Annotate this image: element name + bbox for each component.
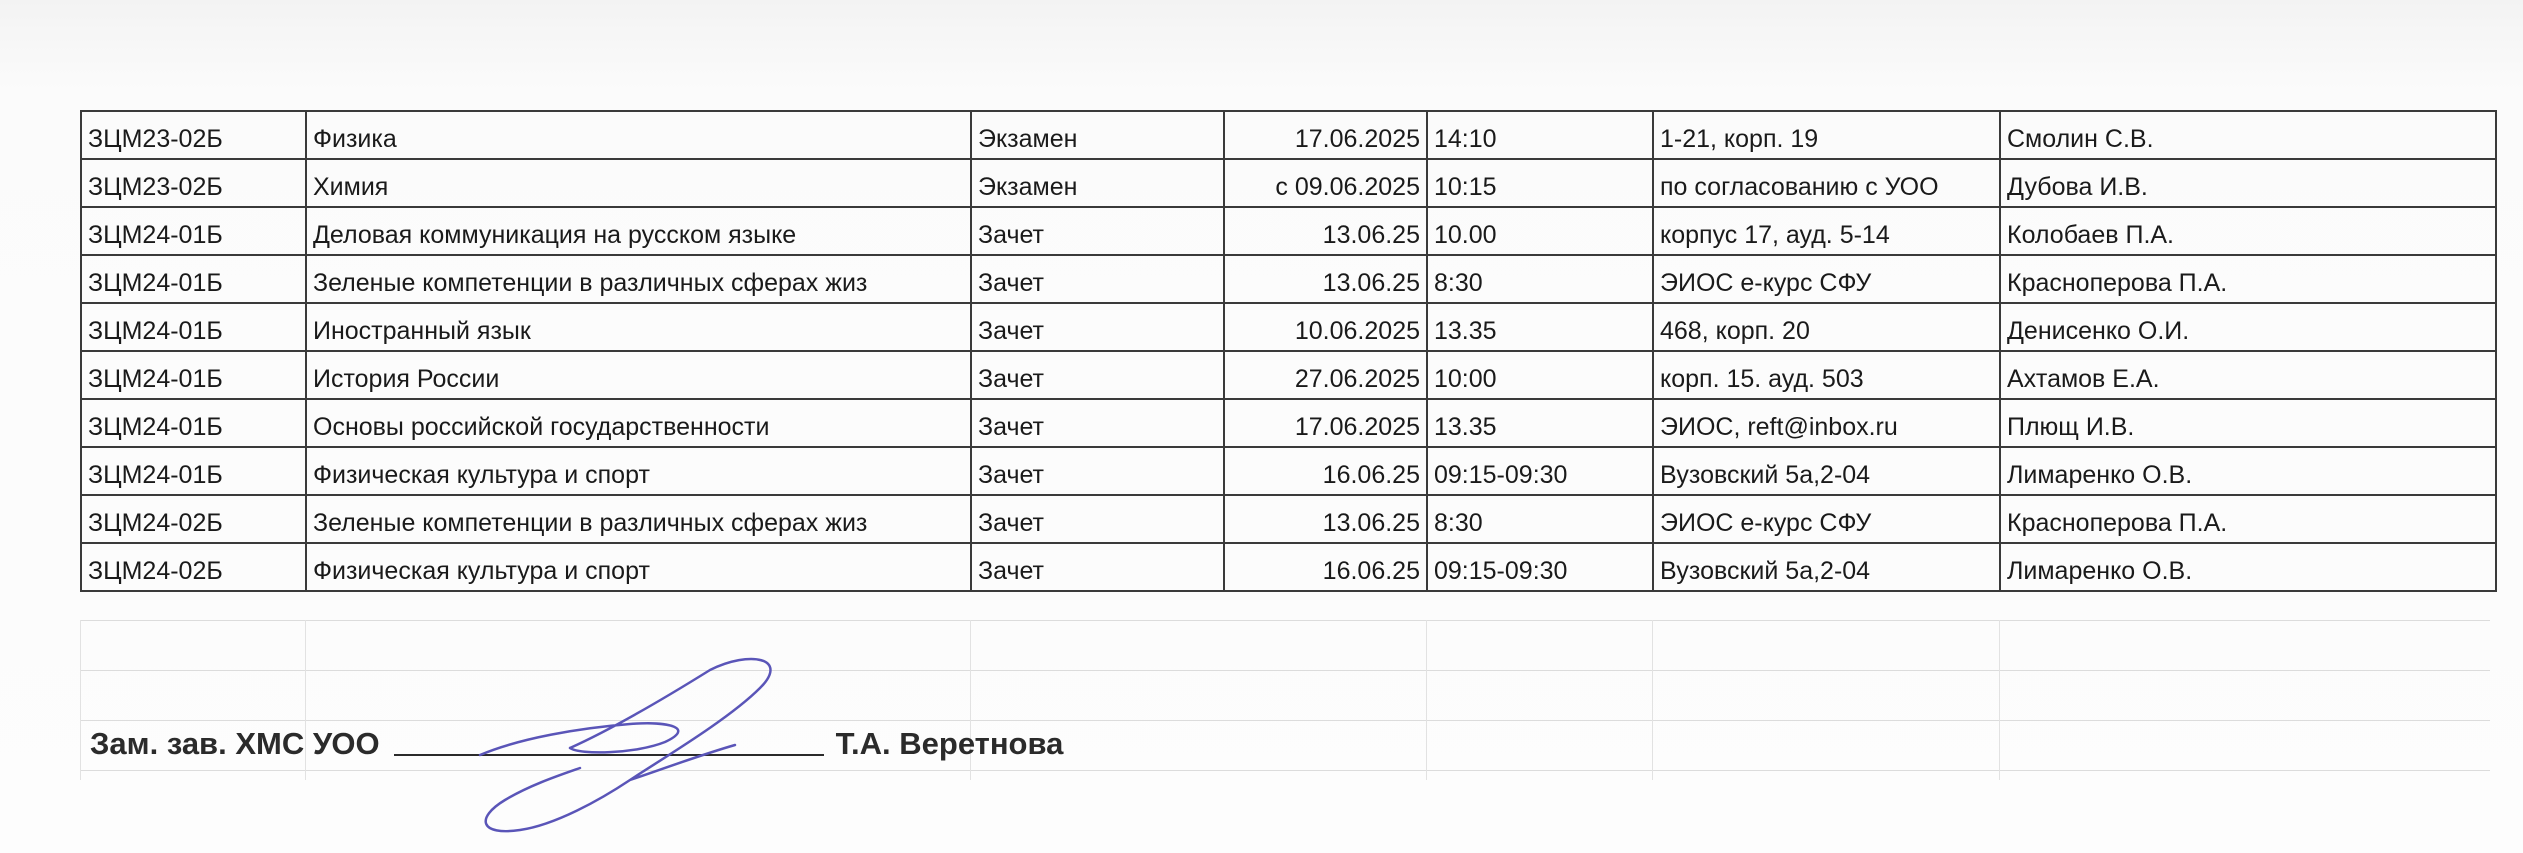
cell-time: 13.35 — [1427, 303, 1653, 351]
cell-teacher: Лимаренко О.В. — [2000, 447, 2496, 495]
table-row — [81, 495, 2496, 543]
table-row — [81, 543, 2496, 591]
cell-date: 13.06.25 — [1224, 495, 1427, 543]
cell-time: 13.35 — [1427, 399, 1653, 447]
cell-assessment-type: Зачет — [971, 495, 1224, 543]
cell-time: 14:10 — [1427, 111, 1653, 159]
cell-assessment-type: Зачет — [971, 351, 1224, 399]
signer-name: Т.А. Веретнова — [835, 726, 1064, 761]
cell-teacher: Ахтамов Е.А. — [2000, 351, 2496, 399]
cell-teacher: Лимаренко О.В. — [2000, 543, 2496, 591]
cell-subject: Физическая культура и спорт — [306, 447, 971, 495]
cell-date: 17.06.2025 — [1224, 111, 1427, 159]
cell-location: 468, корп. 20 — [1653, 303, 2000, 351]
cell-teacher: Денисенко О.И. — [2000, 303, 2496, 351]
cell-assessment-type: Зачет — [971, 399, 1224, 447]
cell-teacher: Красноперова П.А. — [2000, 255, 2496, 303]
cell-subject: Химия — [306, 159, 971, 207]
cell-assessment-type: Экзамен — [971, 111, 1224, 159]
table-row — [81, 351, 2496, 399]
cell-time: 10:00 — [1427, 351, 1653, 399]
cell-time: 10.00 — [1427, 207, 1653, 255]
cell-time: 09:15-09:30 — [1427, 543, 1653, 591]
cell-subject: Иностранный язык — [306, 303, 971, 351]
table-row — [81, 399, 2496, 447]
cell-teacher: Колобаев П.А. — [2000, 207, 2496, 255]
cell-time: 09:15-09:30 — [1427, 447, 1653, 495]
cell-assessment-type: Зачет — [971, 255, 1224, 303]
cell-teacher: Смолин С.В. — [2000, 111, 2496, 159]
cell-date: с 09.06.2025 — [1224, 159, 1427, 207]
cell-group: ЗЦМ23-02Б — [81, 159, 306, 207]
cell-location: корпус 17, ауд. 5-14 — [1653, 207, 2000, 255]
cell-subject: Физика — [306, 111, 971, 159]
cell-date: 13.06.25 — [1224, 255, 1427, 303]
handwritten-signature — [460, 650, 820, 850]
cell-date: 16.06.25 — [1224, 447, 1427, 495]
cell-group: ЗЦМ24-01Б — [81, 447, 306, 495]
cell-teacher: Красноперова П.А. — [2000, 495, 2496, 543]
cell-assessment-type: Экзамен — [971, 159, 1224, 207]
table-row — [81, 111, 2496, 159]
cell-subject: Физическая культура и спорт — [306, 543, 971, 591]
cell-location: Вузовский 5а,2-04 — [1653, 543, 2000, 591]
cell-location: по согласованию с УОО — [1653, 159, 2000, 207]
cell-subject: Деловая коммуникация на русском языке — [306, 207, 971, 255]
cell-subject: Основы российской государственности — [306, 399, 971, 447]
cell-date: 13.06.25 — [1224, 207, 1427, 255]
cell-assessment-type: Зачет — [971, 543, 1224, 591]
cell-assessment-type: Зачет — [971, 447, 1224, 495]
cell-group: ЗЦМ24-01Б — [81, 399, 306, 447]
cell-teacher: Плющ И.В. — [2000, 399, 2496, 447]
cell-group: ЗЦМ24-01Б — [81, 207, 306, 255]
cell-group: ЗЦМ24-01Б — [81, 255, 306, 303]
cell-group: ЗЦМ24-02Б — [81, 495, 306, 543]
table-row — [81, 159, 2496, 207]
cell-subject: История России — [306, 351, 971, 399]
cell-group: ЗЦМ24-01Б — [81, 303, 306, 351]
cell-time: 8:30 — [1427, 495, 1653, 543]
table-row — [81, 255, 2496, 303]
cell-assessment-type: Зачет — [971, 303, 1224, 351]
cell-time: 10:15 — [1427, 159, 1653, 207]
cell-location: ЭИОС е-курс СФУ — [1653, 255, 2000, 303]
cell-location: корп. 15. ауд. 503 — [1653, 351, 2000, 399]
cell-location: Вузовский 5а,2-04 — [1653, 447, 2000, 495]
cell-subject: Зеленые компетенции в различных сферах жиз — [306, 255, 971, 303]
cell-assessment-type: Зачет — [971, 207, 1224, 255]
cell-group: ЗЦМ24-02Б — [81, 543, 306, 591]
table-row — [81, 303, 2496, 351]
exam-schedule-table — [80, 110, 2497, 592]
table-row — [81, 207, 2496, 255]
cell-location: ЭИОС е-курс СФУ — [1653, 495, 2000, 543]
cell-group: ЗЦМ23-02Б — [81, 111, 306, 159]
cell-teacher: Дубова И.В. — [2000, 159, 2496, 207]
cell-group: ЗЦМ24-01Б — [81, 351, 306, 399]
cell-date: 10.06.2025 — [1224, 303, 1427, 351]
cell-subject: Зеленые компетенции в различных сферах жиз — [306, 495, 971, 543]
signer-position: Зам. зав. ХМС УОО — [90, 726, 380, 761]
cell-time: 8:30 — [1427, 255, 1653, 303]
cell-location: ЭИОС, reft@inbox.ru — [1653, 399, 2000, 447]
cell-location: 1-21, корп. 19 — [1653, 111, 2000, 159]
cell-date: 16.06.25 — [1224, 543, 1427, 591]
cell-date: 17.06.2025 — [1224, 399, 1427, 447]
cell-date: 27.06.2025 — [1224, 351, 1427, 399]
table-row — [81, 447, 2496, 495]
